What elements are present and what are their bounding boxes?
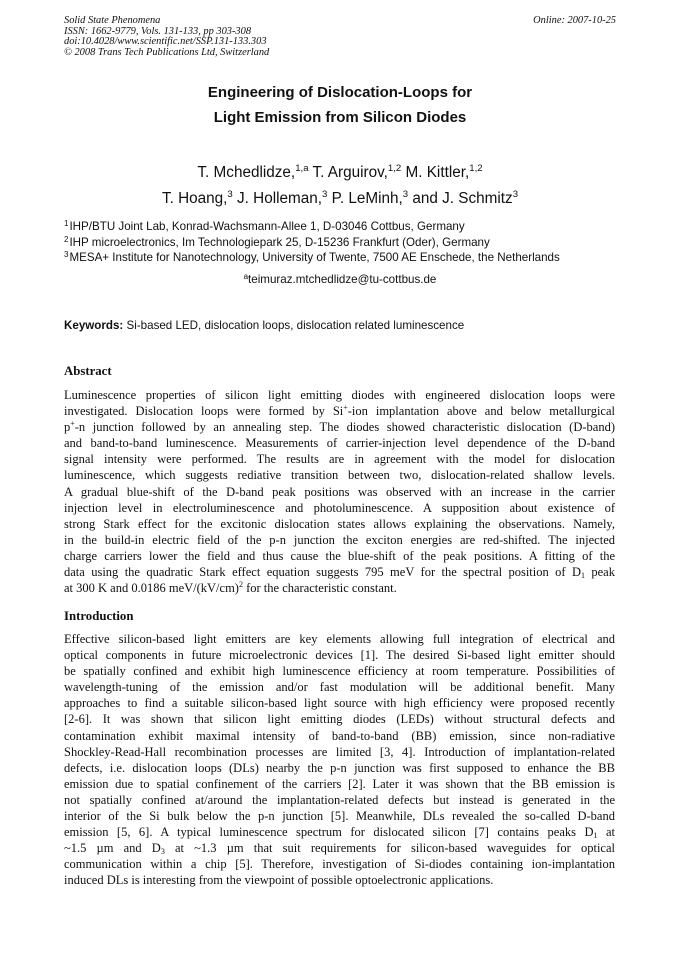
author-name: and J. Schmitz bbox=[408, 190, 513, 207]
text-run: approaches to find a suitable silicon-based light source with high efficiency were proposed recently bbox=[64, 696, 615, 711]
author-name: J. Holleman, bbox=[232, 190, 323, 207]
abstract-heading: Abstract bbox=[64, 364, 112, 378]
text-run: Luminescence properties of silicon light emitting diodes with engineered dislocation loops were bbox=[64, 388, 615, 402]
author-name: T. Arguirov, bbox=[308, 164, 388, 181]
text-run: -n junction followed by an annealing step. The diodes showed characteristic dislocation (D-band) bbox=[74, 420, 615, 435]
keywords bbox=[64, 319, 464, 332]
keywords-label: Keywords: bbox=[64, 319, 124, 332]
text-run: strong Stark effect for the excitonic dislocation states allows explaining the observations. Namely, bbox=[64, 516, 615, 531]
author-affiliation-marker: 1,2 bbox=[469, 163, 483, 174]
text-line bbox=[64, 647, 615, 663]
text-run: be spatially confined and exhibit high luminescence efficiency at room temperature. Possibilities of bbox=[64, 664, 615, 679]
text-run: interior of the Si bulk below the p-n junction [5]. Meanwhile, DLs revealed the so-called D-band bbox=[64, 809, 615, 824]
text-line bbox=[64, 856, 615, 872]
text-line bbox=[64, 387, 615, 403]
text-run: ~1.5 µm and D bbox=[64, 841, 161, 856]
text-line bbox=[64, 760, 615, 776]
text-run: [2-6]. It was shown that silicon light emitting diodes (LEDs) without structural defects and bbox=[64, 712, 615, 727]
text-line bbox=[64, 580, 615, 596]
text-run: investigated. Dislocation loops were formed by Si bbox=[64, 404, 344, 419]
text-run: luminescence, which suggests rediative transition between two, dislocation-related shallow levels. bbox=[64, 468, 615, 483]
text-run: signal intensity were performed. The results are in agreement with the model for dislocation bbox=[64, 452, 615, 467]
author-affiliation-marker: 1,a bbox=[295, 163, 309, 174]
affiliation-number: 3 bbox=[64, 250, 69, 259]
text-run: not spatially confined at/around the implantation-related defects but instead is generated in the bbox=[64, 792, 615, 807]
journal-issn: ISSN: 1662-9779, Vols. 131-133, pp 303-308 bbox=[64, 25, 252, 37]
subscript: 3 bbox=[160, 847, 165, 857]
text-run: injection level in electroluminescence and photoluminescence. A supposition about existence of bbox=[64, 500, 615, 515]
text-line bbox=[64, 808, 615, 824]
superscript: + bbox=[70, 419, 75, 429]
text-run: for the characteristic constant. bbox=[242, 581, 397, 596]
author-affiliation-marker: 3 bbox=[322, 189, 328, 200]
affiliation-number: 2 bbox=[64, 234, 69, 244]
introduction-body bbox=[64, 631, 615, 889]
text-line bbox=[64, 532, 615, 548]
text-run: in the build-in electric field of the p-n junction the exciton energies are red-shifted. The injected bbox=[64, 532, 615, 547]
affiliation-item bbox=[64, 235, 624, 251]
text-run: induced DLs is interesting from the viewpoint of possible optoelectronic applications. bbox=[64, 873, 494, 888]
subscript: 1 bbox=[593, 831, 598, 841]
affiliation-text: IHP/BTU Joint Lab, Konrad-Wachsmann-Allee 1, D-03046 Cottbus, Germany bbox=[69, 220, 465, 233]
keywords-text: Si-based LED, dislocation loops, dislocation related luminescence bbox=[123, 319, 465, 332]
author-affiliation-marker: 3 bbox=[512, 189, 519, 200]
text-line bbox=[64, 679, 615, 695]
text-line bbox=[64, 564, 615, 580]
text-line bbox=[64, 467, 615, 483]
text-run: charge carriers lower the field and thus cause the blue-shift of the peak positions. A fitting of the bbox=[64, 548, 615, 563]
author-name: P. LeMinh, bbox=[327, 190, 403, 207]
online-date: Online: 2007-10-25 bbox=[533, 15, 616, 26]
text-run: wavelength-tuning of the emission and/or fast modulation will be additional benefit. Many bbox=[64, 680, 615, 695]
text-run: and band-to-band luminescence. Measurements of carrier-injection level dependence of the D-band bbox=[64, 436, 615, 451]
text-line bbox=[64, 728, 615, 744]
text-line bbox=[64, 403, 615, 419]
email-marker: a bbox=[243, 272, 249, 281]
text-line bbox=[64, 792, 615, 808]
author-name: M. Kittler, bbox=[401, 164, 470, 181]
author-line-1 bbox=[64, 160, 616, 186]
text-run: emission due to spatial confinement of the carriers [2]. Later it was shown that the BB emission is bbox=[64, 776, 615, 791]
subscript: 1 bbox=[580, 571, 585, 581]
text-line bbox=[64, 451, 615, 467]
text-line bbox=[64, 516, 615, 532]
text-line bbox=[64, 631, 615, 647]
text-line bbox=[64, 500, 615, 516]
text-run: -ion implantation above and below metallurgical bbox=[347, 404, 615, 419]
text-run: Effective silicon-based light emitters are key elements allowing full integration of electrical and bbox=[64, 632, 615, 646]
running-header bbox=[64, 16, 616, 58]
text-line bbox=[64, 548, 615, 564]
affiliation-item bbox=[64, 250, 624, 266]
text-run: peak bbox=[584, 565, 615, 580]
text-line bbox=[64, 872, 615, 888]
title-line-2: Light Emission from Silicon Diodes bbox=[213, 109, 467, 126]
affiliation-number: 1 bbox=[64, 219, 69, 228]
journal-name: Solid State Phenomena bbox=[64, 15, 161, 26]
text-line bbox=[64, 840, 615, 856]
author-line-2 bbox=[64, 186, 616, 212]
journal-doi: doi:10.4028/www.scientific.net/SSP.131-133.303 bbox=[64, 36, 267, 48]
text-line bbox=[64, 744, 615, 760]
author-affiliation-marker: 1,2 bbox=[387, 163, 402, 174]
abstract-body bbox=[64, 387, 615, 596]
affiliation-item bbox=[64, 219, 624, 235]
author-affiliation-marker: 3 bbox=[227, 189, 233, 200]
text-run: communication within a chip [5]. Therefore, investigation of Si-diodes containing ion-implantation bbox=[64, 857, 615, 872]
email-address: teimuraz.mtchedlidze@tu-cottbus.de bbox=[248, 273, 437, 286]
affiliation-text: MESA+ Institute for Nanotechnology, University of Twente, 7500 AE Enschede, the Netherlands bbox=[69, 251, 560, 264]
affiliation-text: IHP microelectronics, Im Technologiepark 25, D-15236 Frankfurt (Oder), Germany bbox=[69, 235, 490, 249]
author-affiliation-marker: 3 bbox=[402, 189, 409, 200]
text-line bbox=[64, 824, 615, 840]
text-run: at ~1.3 µm that suit requirements for silicon-based waveguides for optical bbox=[164, 841, 615, 856]
author-name: T. Mchedlidze, bbox=[197, 164, 296, 181]
text-run: defects, i.e. dislocation loops (DLs) nearby the p-n junction was first supposed to enhance the BB bbox=[64, 760, 615, 775]
text-line bbox=[64, 695, 615, 711]
text-line bbox=[64, 419, 615, 435]
superscript: 2 bbox=[238, 580, 243, 590]
journal-copyright: © 2008 Trans Tech Publications Ltd, Switzerland bbox=[64, 46, 270, 58]
text-run: Shockley-Read-Hall recombination processes are limited [3, 4]. Introduction of implantation-related bbox=[64, 744, 615, 759]
text-run: contamination exhibit maximal intensity of band-to-band (BB) emission, since non-radiative bbox=[64, 728, 615, 743]
author-list bbox=[64, 160, 616, 212]
text-run: A gradual blue-shift of the D-band peak positions was observed with an increase in the carrier bbox=[64, 484, 615, 499]
title-line-1: Engineering of Dislocation-Loops for bbox=[207, 84, 473, 101]
author-name: T. Hoang, bbox=[161, 190, 228, 207]
introduction-heading: Introduction bbox=[64, 609, 134, 623]
text-run: at 300 K and 0.0186 meV/(kV/cm) bbox=[64, 581, 239, 596]
paper-title bbox=[64, 80, 616, 130]
text-line bbox=[64, 435, 615, 451]
text-line bbox=[64, 663, 615, 679]
text-run: optical components in future microelectronic devices [1]. The desired Si-based light emitter should bbox=[64, 648, 615, 663]
superscript: + bbox=[343, 403, 348, 413]
text-line bbox=[64, 776, 615, 792]
text-run: emission [5, 6]. A typical luminescence spectrum for dislocated silicon [7] contains peaks D bbox=[64, 825, 594, 840]
text-line bbox=[64, 711, 615, 727]
text-run: at bbox=[597, 825, 615, 840]
corresponding-email bbox=[64, 273, 616, 286]
text-line bbox=[64, 484, 615, 500]
text-run: data using the quadratic Stark effect equation suggests 795 meV for the spectral position of D bbox=[64, 565, 581, 580]
text-run: p bbox=[64, 420, 71, 435]
affiliation-list bbox=[64, 219, 624, 266]
